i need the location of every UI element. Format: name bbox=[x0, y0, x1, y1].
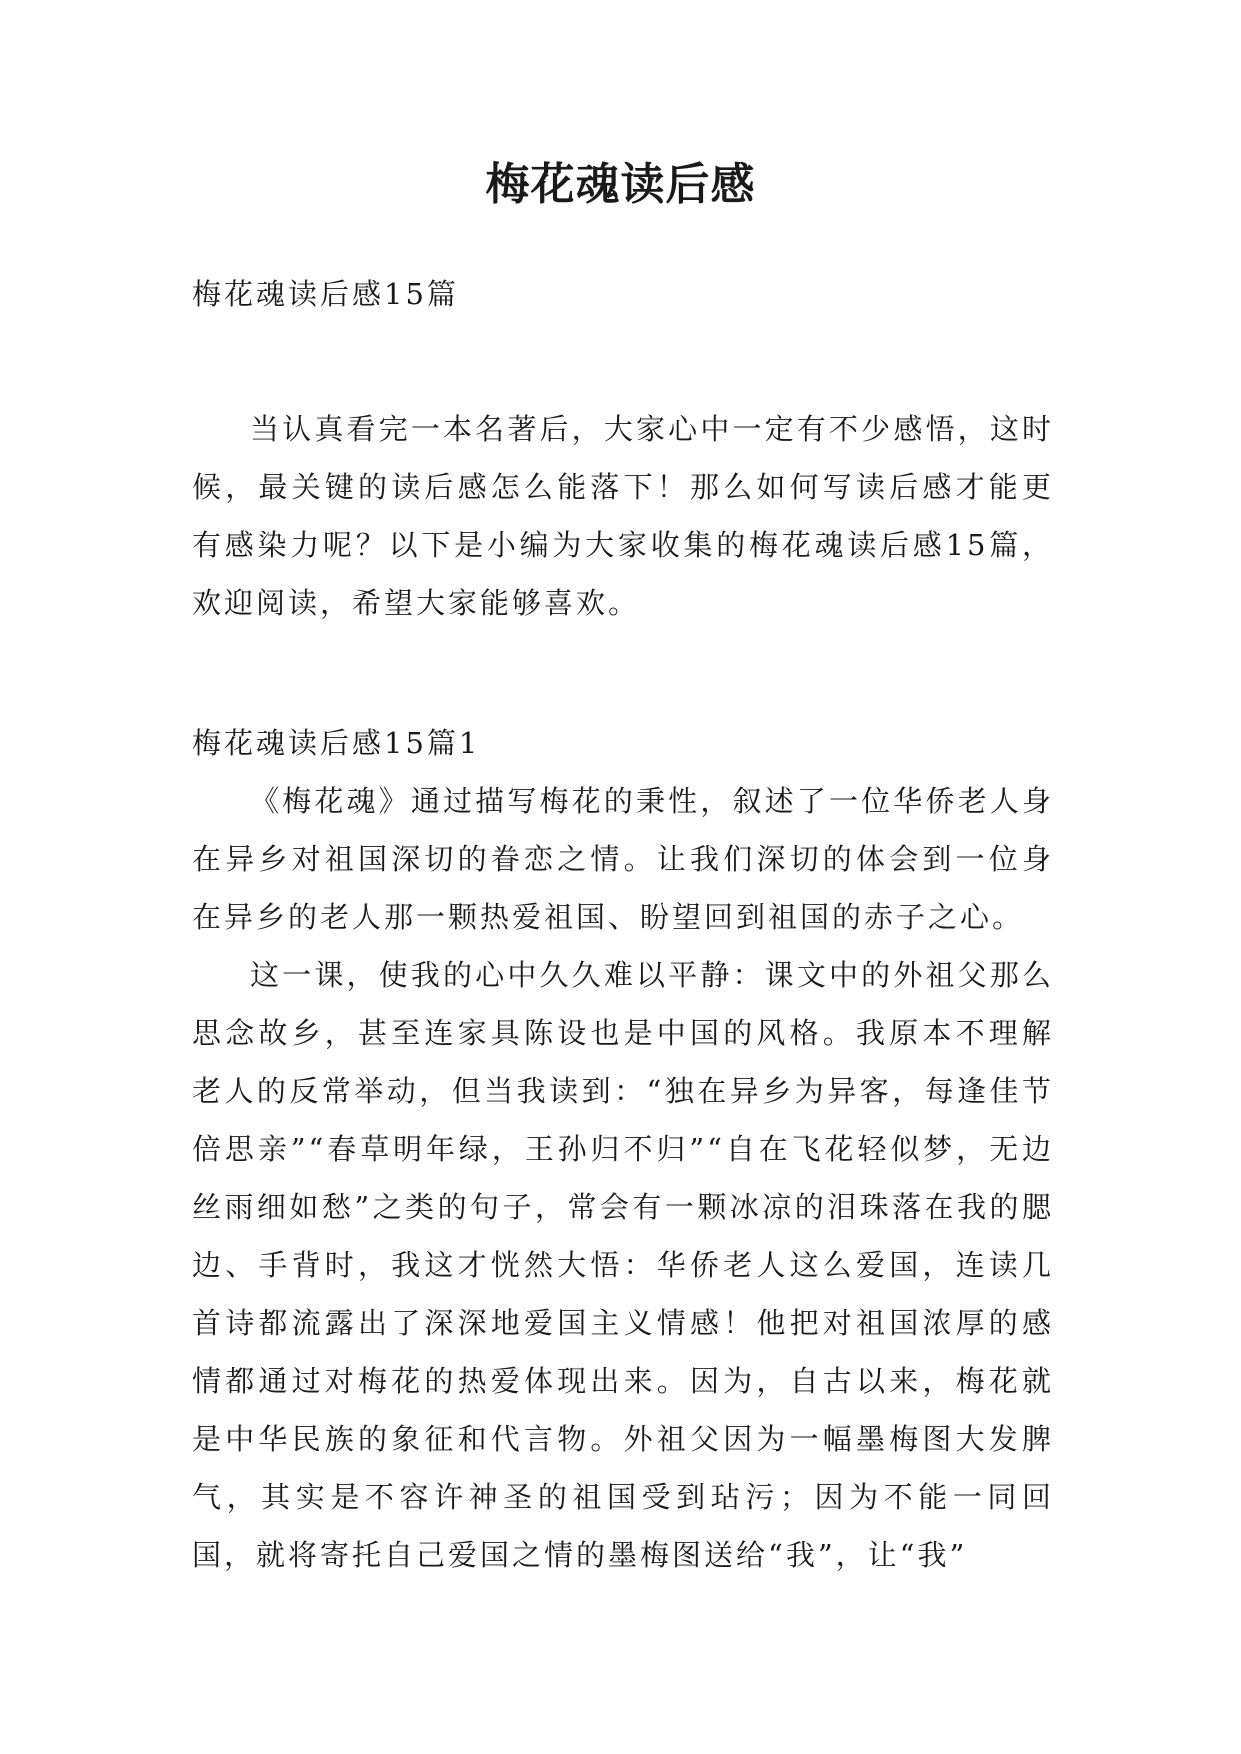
spacer bbox=[192, 323, 1054, 400]
spacer bbox=[192, 632, 1054, 714]
document-title: 梅花魂读后感 bbox=[485, 159, 756, 210]
body-paragraph: 《梅花魂》通过描写梅花的秉性，叙述了一位华侨老人身在异乡对祖国深切的眷恋之情。让我们深切的体会到一位身在异乡的老人那一颗热爱祖国、盼望回到祖国的赤子之心。 bbox=[192, 784, 1054, 934]
section-heading: 梅花魂读后感15篇1 bbox=[192, 726, 481, 760]
document-body bbox=[192, 265, 1054, 1584]
document-subtitle: 梅花魂读后感15篇 bbox=[192, 277, 459, 311]
body-paragraph: 这一课，使我的心中久久难以平静：课文中的外祖父那么思念故乡，甚至连家具陈设也是中国的风格。我原本不理解老人的反常举动，但当我读到：“独在异乡为异客，每逢佳节倍思亲”“春草明年绿，王孙归不归”“自在飞花轻似梦，无边丝雨细如愁”之类的句子，常会有一颗冰凉的泪珠落在我的腮边、手背时，我这才恍然大悟：华侨老人这么爱国，连读几首诗都流露出了深深地爱国主义情感！他把对祖国浓厚的感情都通过对梅花的热爱体现出来。因为，自古以来，梅花就是中华民族的象征和代言物。外祖父因为一幅墨梅图大发脾气，其实是不容许神圣的祖国受到玷污；因为不能一同回国，就将寄托自己爱国之情的墨梅图送给“我”，让“我” bbox=[192, 958, 1054, 1572]
intro-paragraph: 当认真看完一本名著后，大家心中一定有不少感悟，这时候，最关键的读后感怎么能落下！那么如何写读后感才能更有感染力呢？以下是小编为大家收集的梅花魂读后感15篇，欢迎阅读，希望大家能够喜欢。 bbox=[192, 412, 1054, 620]
